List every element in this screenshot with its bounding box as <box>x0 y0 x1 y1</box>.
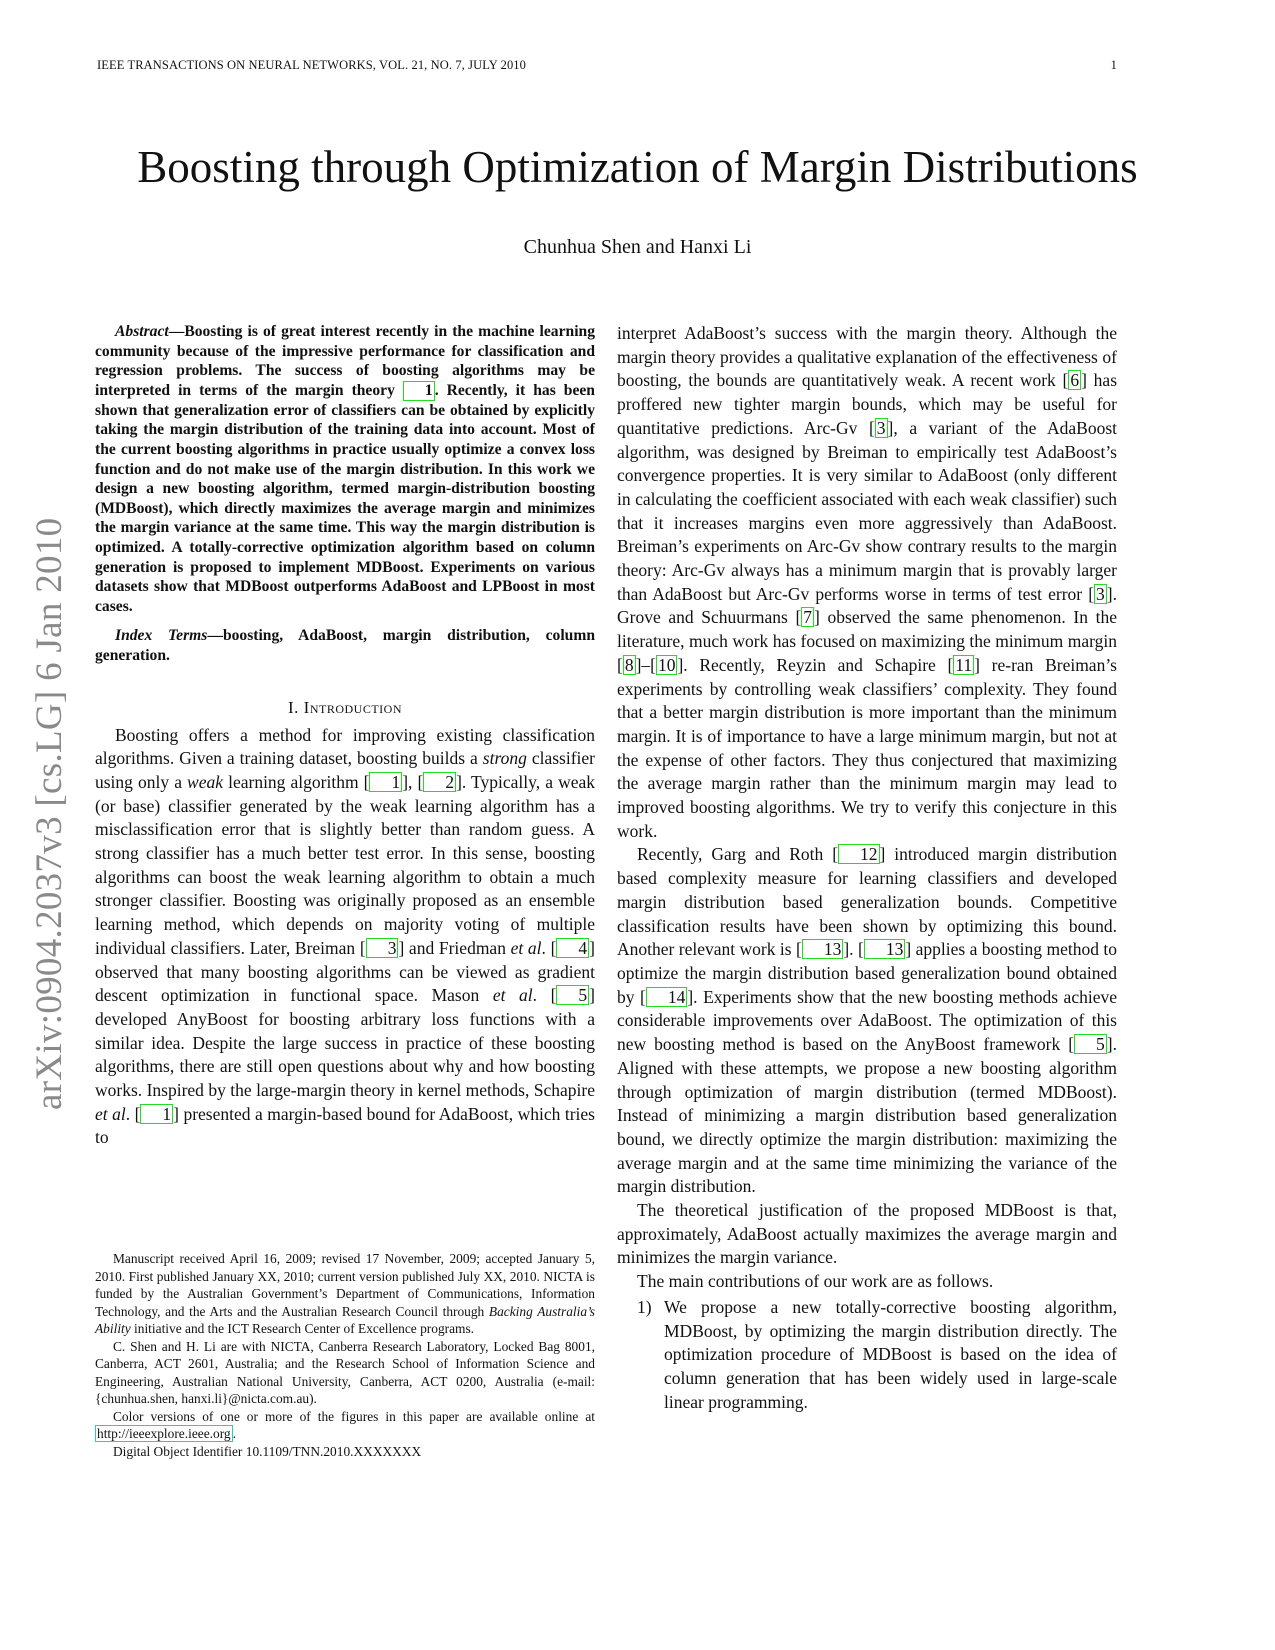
authors: Chunhua Shen and Hanxi Li <box>523 236 752 258</box>
journal-info: IEEE TRANSACTIONS ON NEURAL NETWORKS, VOL. 21, NO. 7, JULY 2010 <box>97 58 526 72</box>
paragraph-contributions-intro: The main contributions of our work are as follows. <box>637 1271 994 1292</box>
abstract-label: Abstract <box>115 323 169 340</box>
intro-paragraph: Boosting offers a method for improving existing classification algorithms. Given a training dataset, boosting builds a strong classifier using only a weak learning algorithm [ 1 ], [ 2 ]. Typically, a weak (or base) classifier generated by the weak learning algorithm has a misclassification error that is slightly better than random guess. A strong classifier has a much better test error. In this sense, boosting algorithms can boost the weak learning algorithm to obtain a much stronger classifier. Boosting was originally proposed as an ensemble learning method, which depends on majority voting of multiple individual classifiers. Later, Breiman [ 3 ] and Friedman et al. [ 4 ] observed that many boosting algorithms can be viewed as gradient descent optimization in functional space. Mason et al. [ 5 ] developed AnyBoost for boosting arbitrary loss functions with a similar idea. Despite the large success in practice of these boosting algorithms, there are still open questions about why and how boosting works. Inspired by the large-margin theory in kernel methods, Schapire et al. [ 1 ] presented a margin-based bound for AdaBoost, which tries to <box>95 724 595 1148</box>
index-terms-label: Index Terms <box>115 627 208 645</box>
citation-link[interactable]: 10 <box>657 654 676 675</box>
running-head <box>97 58 1117 73</box>
citation-link[interactable]: 1 <box>403 381 435 401</box>
page-number: 1 <box>1110 58 1117 72</box>
arxiv-stamp: arXiv:0904.2037v3 [cs.LG] 6 Jan 2010 <box>29 517 70 1110</box>
citation-link[interactable]: 8 <box>624 654 634 675</box>
citation-link[interactable]: 2 <box>423 772 456 792</box>
right-column <box>617 322 1117 1414</box>
paragraph-margin-theory: interpret AdaBoost’s success with the margin theory. Although the margin theory provides a qualitative explanation of the effectiveness of boosting, the bounds are quantitatively weak. A recent work [ 6 ] has proffered new tighter margin bounds, which may be useful for quantitative predictions. Arc-Gv [ 3 ], a variant of the AdaBoost algorithm, was designed by Breiman to empirically test AdaBoost’s convergence properties. It is very similar to AdaBoost (only different in calculating the coefficient associated with each weak classifier) such that it increases margins even more aggressively than AdaBoost. Breiman’s experiments on Arc-Gv show contrary results to the margin theory: Arc-Gv always has a minimum margin that is provably larger than AdaBoost but Arc-Gv performs worse in terms of test error [ 3 ]. Grove and Schuurmans [ 7 ] observed the same phenomenon. In the literature, much work has focused on maximizing the minimum margin [ 8 ]–[ 10 ]. Recently, Reyzin and Schapire [ 11 ] re-ran Breiman’s experiments by controlling weak classifiers’ complexity. They found that a better margin distribution is more important than the minimum margin. It is of importance to have a large minimum margin, but not at the expense of other factors. They thus conjectured that maximizing the average margin rather than the minimum margin may lead to improved boosting algorithms. We try to verify this conjecture in this work. <box>617 323 1118 841</box>
citation-link[interactable]: 3 <box>366 938 399 958</box>
abstract: Abstract—Boosting is of great interest recently in the machine learning community because of the impressive performance for classification and regression problems. The success of boosting algorithms may be interpreted in terms of the margin theory 1 . Recently, it has been shown that generalization error of classifiers can be obtained by explicitly taking the margin distribution of the training data into account. Most of the current boosting algorithms in practice usually optimize a convex loss function and do not make use of the margin distribution. In this work we design a new boosting algorithm, termed margin-distribution boosting (MDBoost), which directly maximizes the average margin and minimizes the margin variance at the same time. This way the margin distribution is optimized. A totally-corrective optimization algorithm based on column generation is proposed to implement MDBoost. Experiments on various datasets show that MDBoost outperforms AdaBoost and LPBoost in most cases. <box>95 323 595 615</box>
footnote-color-versions: Color versions of one or more of the figures in this paper are available online at http://ieeexplore.ieee.org . <box>97 1408 595 1441</box>
citation-link[interactable]: 4 <box>556 938 589 958</box>
footnote-manuscript: Manuscript received April 16, 2009; revised 17 November, 2009; accepted January 5, 2010. First published January XX, 2010; current version published July XX, 2010. NICTA is funded by the Australian Government’s Department of Communications, Information Technology, and the Arts and the Australian Research Council through Backing Australia’s Ability initiative and the ICT Research Center of Excellence programs. <box>95 1251 595 1336</box>
citation-link[interactable]: 5 <box>556 985 589 1005</box>
contributions-list <box>617 1296 1117 1415</box>
list-number: 1) <box>637 1296 652 1317</box>
paper-title: Boosting through Optimization of Margin Distributions <box>137 142 1138 193</box>
citation-link[interactable]: 14 <box>646 987 688 1007</box>
ieeexplore-link[interactable]: http://ieeexplore.ieee.org <box>97 1426 231 1441</box>
paragraph-garg-roth: Recently, Garg and Roth [ 12 ] introduced margin distribution based complexity measure for learning classifiers and developed margin distribution based generalization bounds. Competitive classification results have been shown by optimizing this bound. Another relevant work is [ 13 ]. [ 13 ] applies a boosting method to optimize the margin distribution based generalization bound obtained by [ 14 ]. Experiments show that the new boosting methods achieve considerable improvements over AdaBoost. The optimization of this new boosting method is based on the AnyBoost framework [ 5 ]. Aligned with these attempts, we propose a new boosting algorithm through optimization of margin distribution (termed MDBoost). Instead of minimizing a margin distribution based generalization bound, we directly optimize the margin distribution: maximizing the average margin and at the same time minimizing the variance of the margin distribution. <box>617 844 1117 1197</box>
citation-link[interactable]: 7 <box>803 607 813 628</box>
citation-link[interactable]: 12 <box>838 844 880 864</box>
citation-link[interactable]: 3 <box>1096 583 1105 604</box>
citation-link[interactable]: 1 <box>140 1104 173 1124</box>
citation-link[interactable]: 11 <box>955 654 973 675</box>
citation-link[interactable]: 5 <box>1074 1034 1107 1054</box>
citation-link[interactable]: 13 <box>864 939 906 959</box>
footnote-doi: Digital Object Identifier 10.1109/TNN.2010.XXXXXXX <box>113 1443 422 1459</box>
citation-link[interactable]: 3 <box>876 417 886 438</box>
index-terms: Index Terms—boosting, AdaBoost, margin distribution, column generation. <box>95 627 596 664</box>
citation-link[interactable]: 13 <box>802 939 844 959</box>
citation-link[interactable]: 1 <box>369 772 402 792</box>
contribution-item <box>617 1296 1117 1415</box>
footnotes <box>95 1250 595 1460</box>
footnote-affiliation: C. Shen and H. Li are with NICTA, Canberra Research Laboratory, Locked Bag 8001, Canberra, ACT 2601, Australia; and the Research School of Information Science and Engineering, Australian National University, Canberra, ACT 0200, Australia (e-mail: {chunhua.shen, hanxi.li}@nicta.com.au). <box>95 1338 595 1406</box>
citation-link[interactable]: 6 <box>1070 370 1080 391</box>
paragraph-justification: The theoretical justification of the proposed MDBoost is that, approximately, AdaBoost actually maximizes the average margin and minimizes the margin variance. <box>617 1200 1117 1268</box>
section-heading-introduction: I. Introduction <box>288 697 402 717</box>
list-text: We propose a new totally-corrective boosting algorithm, MDBoost, by optimizing the margin distribution directly. The optimization procedure of MDBoost is based on the idea of column generation that has been widely used in large-scale linear programming. <box>664 1296 1117 1412</box>
left-column <box>95 322 595 1150</box>
